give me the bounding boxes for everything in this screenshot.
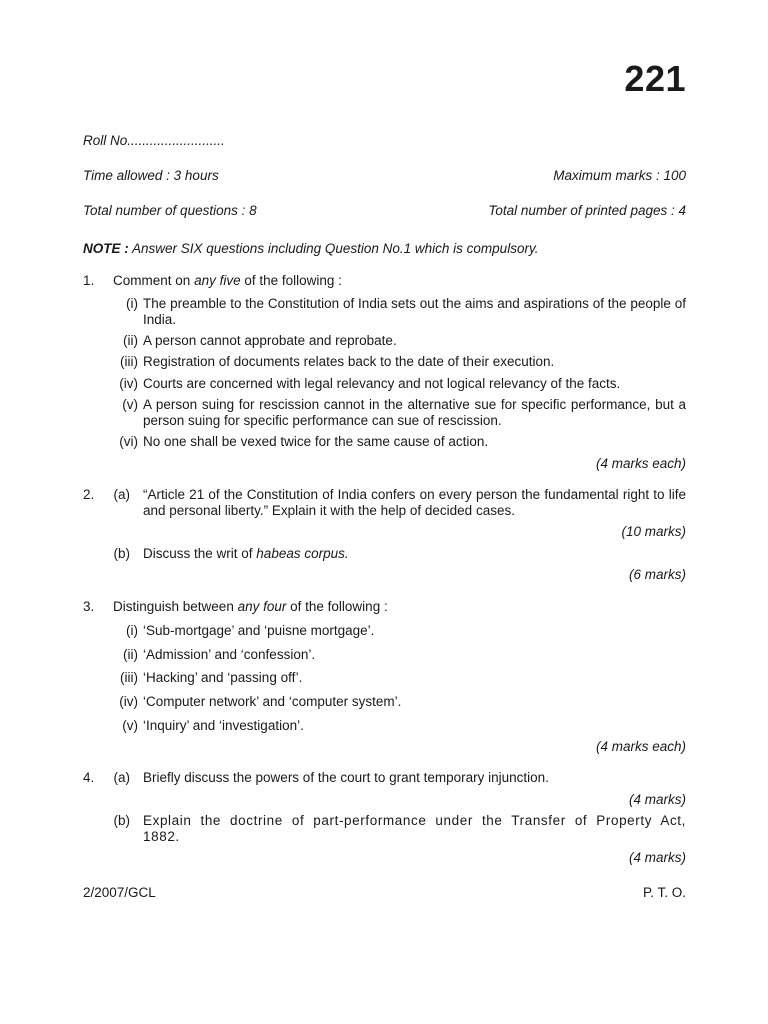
item-label: (i) [126, 296, 138, 311]
item-label: (i) [126, 623, 138, 638]
part-label: (b) [113, 813, 130, 828]
item-text: No one shall be vexed twice for the same cause of action. [143, 434, 489, 449]
marks-label: (10 marks) [621, 524, 686, 539]
item-text: A person cannot approbate and reprobate. [143, 333, 397, 348]
part-text [143, 546, 686, 562]
marks-label: (6 marks) [629, 567, 686, 582]
note-label: NOTE : [83, 241, 129, 256]
footer-pto: P. T. O. [642, 885, 686, 900]
part-text: Briefly discuss the powers of the court to grant temporary injunction. [143, 770, 549, 785]
total-questions: Total number of questions : 8 [83, 203, 257, 218]
note-text: Answer SIX questions including Question No.1 which is compulsory. [132, 241, 539, 256]
item-label: (v) [122, 397, 138, 412]
marks-label: (4 marks each) [595, 739, 686, 754]
question-intro [113, 599, 388, 614]
item-text: The preamble to the Constitution of India sets out the aims and aspirations of the people of India. [143, 296, 686, 327]
time-allowed: Time allowed : 3 hours [83, 168, 219, 183]
part-text-emphasis: habeas corpus. [256, 546, 349, 561]
roll-number: Roll No.......................... [83, 133, 225, 148]
part-label: (a) [113, 487, 130, 502]
intro-text: Distinguish between [113, 599, 234, 614]
question-intro [113, 273, 342, 288]
maximum-marks: Maximum marks : 100 [553, 168, 686, 183]
item-label: (iv) [119, 376, 138, 391]
item-label: (ii) [123, 333, 138, 348]
item-label: (iii) [120, 354, 138, 369]
item-label: (vi) [119, 434, 138, 449]
item-text: ‘Hacking’ and ‘passing off’. [143, 670, 303, 685]
paper-code: 221 [624, 58, 686, 99]
intro-text: of the following : [244, 273, 342, 288]
item-text: ‘Inquiry’ and ‘investigation’. [143, 718, 304, 733]
item-text: Registration of documents relates back to the date of their execution. [143, 354, 555, 369]
part-label: (b) [113, 546, 130, 561]
question-number: 4. [83, 770, 95, 785]
intro-text: of the following : [290, 599, 388, 614]
marks-label: (4 marks) [629, 850, 686, 865]
question-number: 1. [83, 273, 95, 288]
question-number: 3. [83, 599, 95, 614]
item-text: A person suing for rescission cannot in the alternative sue for specific performance, but a person suing for specific performance can sue of rescission. [143, 397, 686, 428]
item-label: (iii) [120, 670, 138, 685]
footer-code: 2/2007/GCL [83, 885, 156, 900]
item-text: ‘Sub-mortgage’ and ‘puisne mortgage’. [143, 623, 375, 638]
item-label: (ii) [123, 647, 138, 662]
item-label: (iv) [119, 694, 138, 709]
intro-text: Comment on [113, 273, 191, 288]
marks-label: (4 marks each) [595, 456, 686, 471]
item-text: Courts are concerned with legal relevancy and not logical relevancy of the facts. [143, 376, 621, 391]
total-pages: Total number of printed pages : 4 [488, 203, 686, 218]
intro-emphasis: any four [237, 599, 287, 614]
intro-emphasis: any five [194, 273, 241, 288]
marks-label: (4 marks) [629, 792, 686, 807]
note [83, 241, 538, 256]
part-text: “Article 21 of the Constitution of India confers on every person the fundamental right to life and personal liberty.” Explain it with the help of decided cases. [143, 487, 686, 518]
item-text: ‘Computer network’ and ‘computer system’. [143, 694, 402, 709]
item-label: (v) [122, 718, 138, 733]
part-label: (a) [113, 770, 130, 785]
question-number: 2. [83, 487, 95, 502]
part-text-plain: Discuss the writ of [143, 546, 253, 561]
item-text: ‘Admission’ and ‘confession’. [143, 647, 316, 662]
part-text: Explain the doctrine of part-performance under the Transfer of Property Act, 1882. [143, 813, 686, 844]
